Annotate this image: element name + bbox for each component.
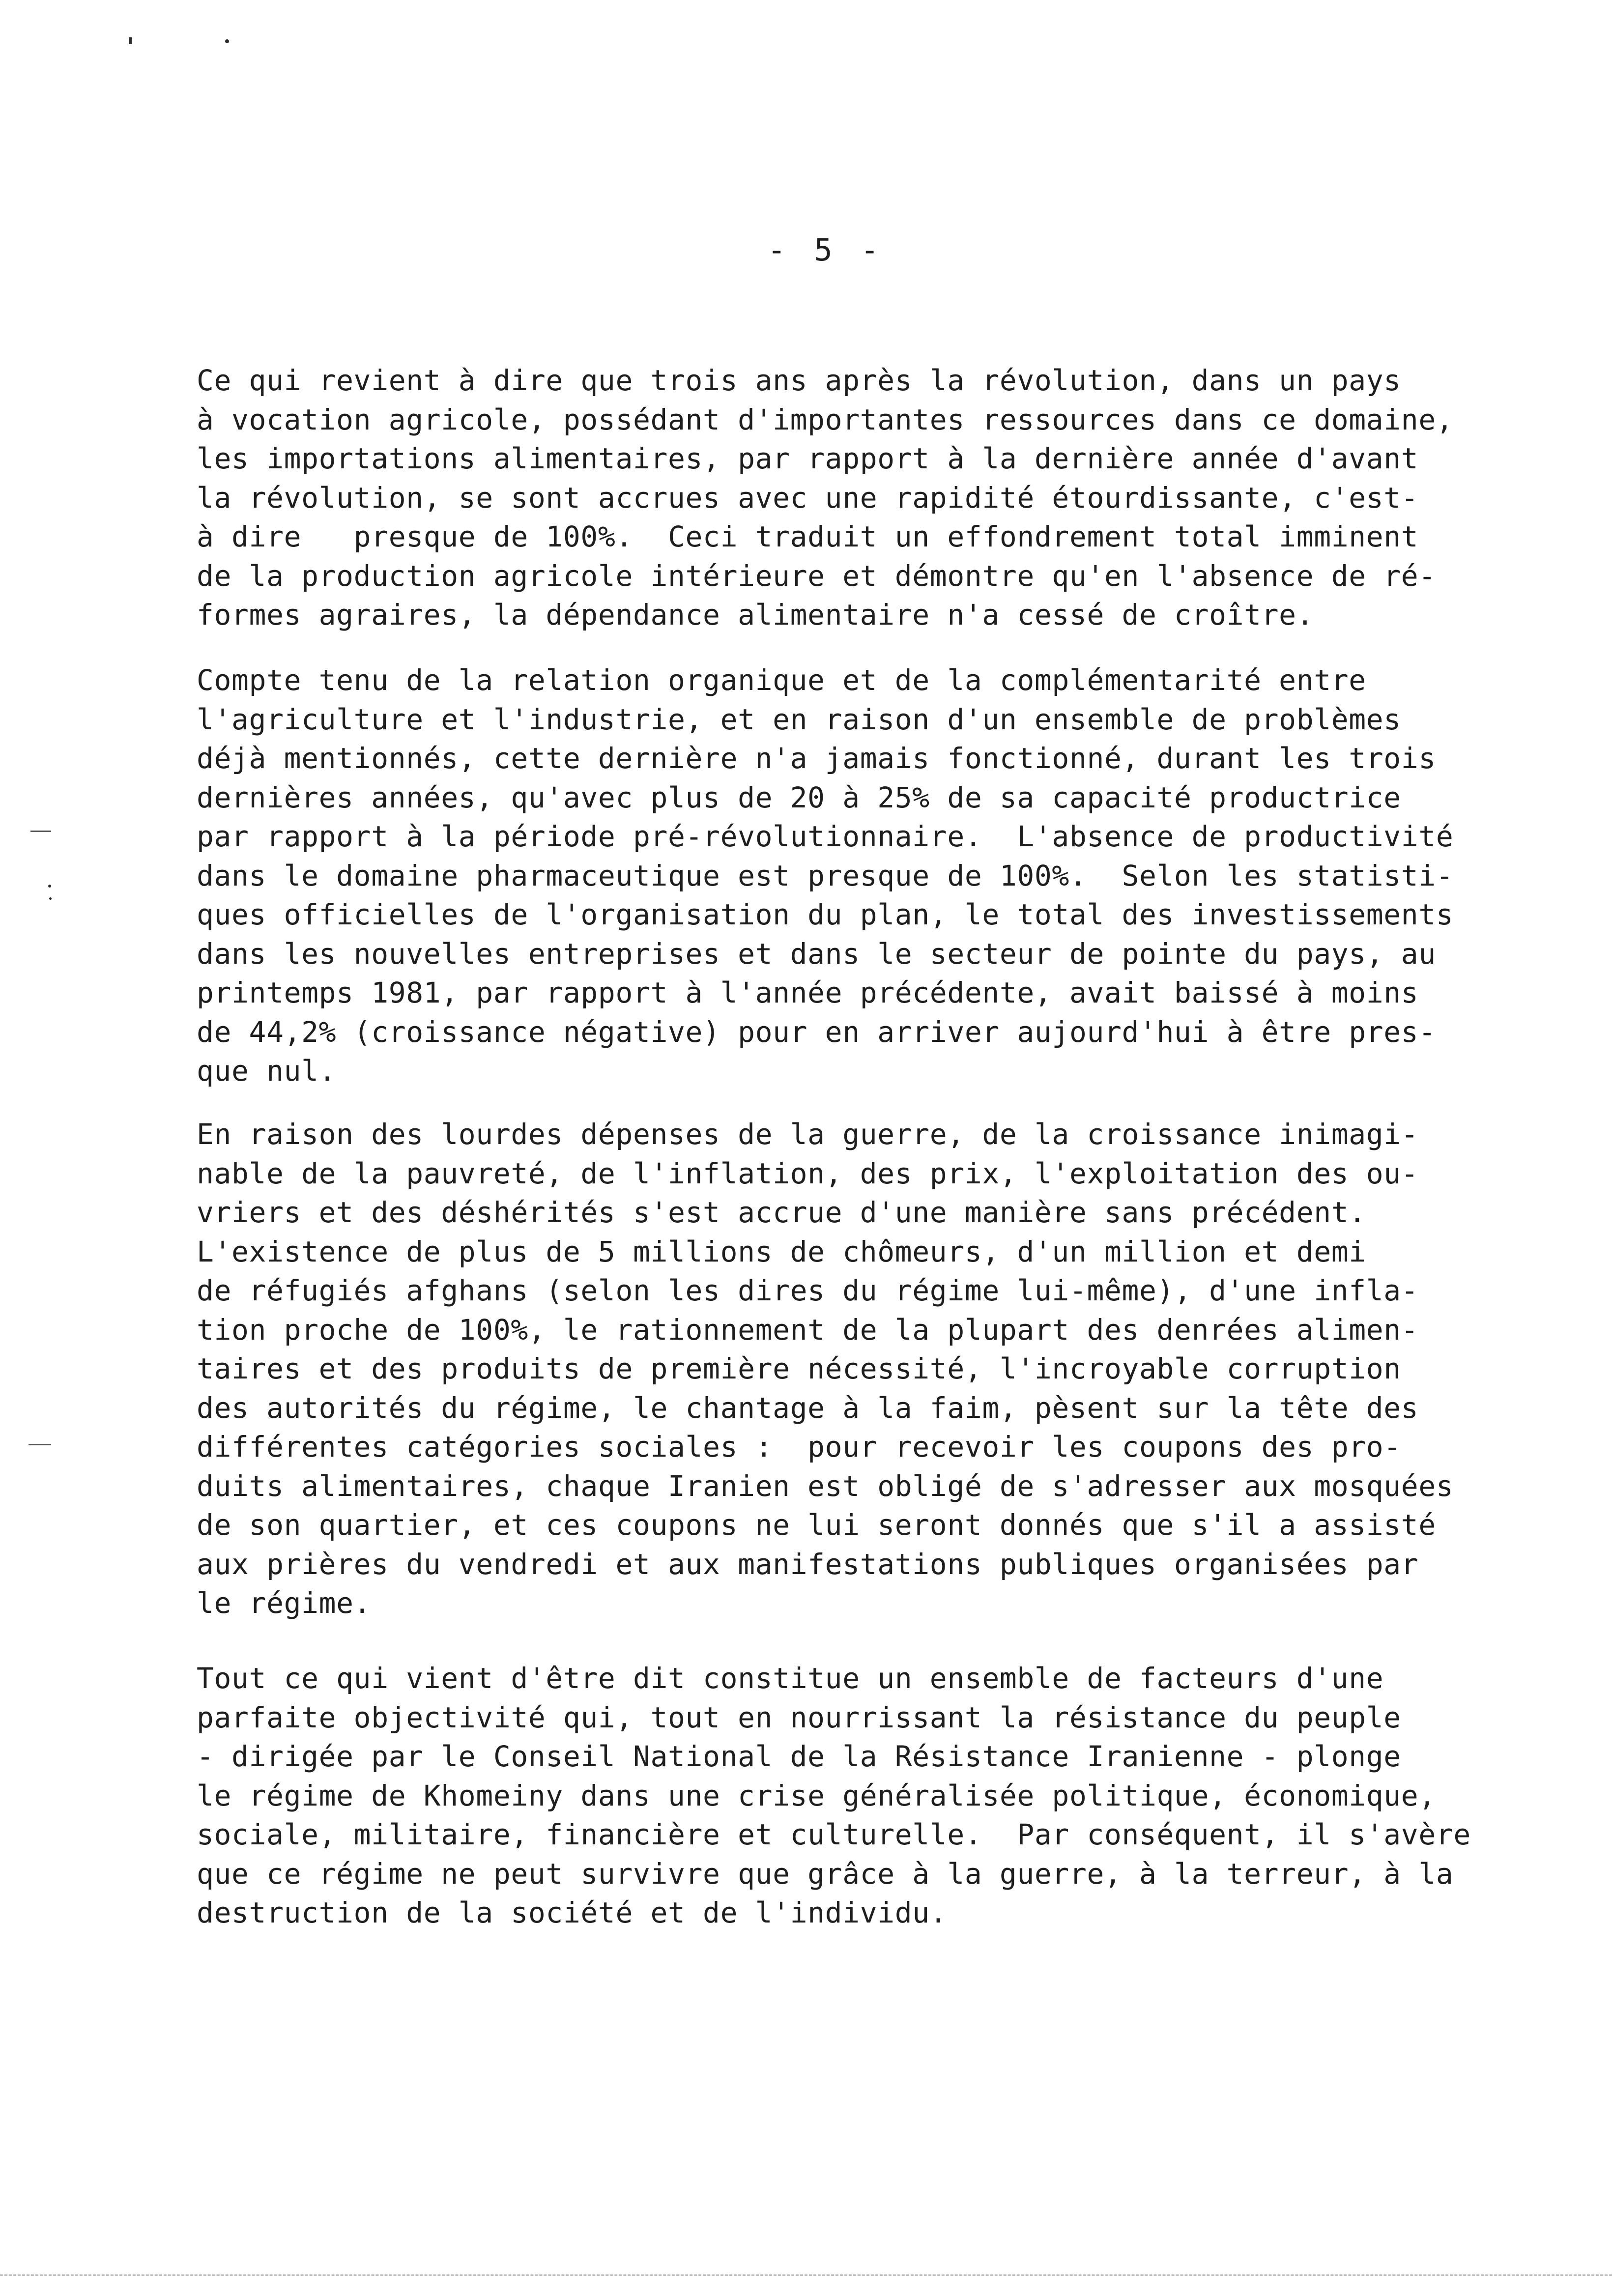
scan-speck [225,39,229,43]
paragraph-conclusion: Tout ce qui vient d'être dit constitue un ensemble de facteurs d'une parfaite objectivité qui, tout en nourrissant la résistance du peuple - dirigée par le Conseil National de la Résistance Iranienne - plonge le régime de Khomeiny dans une crise généralisée politique, économique, sociale, militaire, financière et culturelle. Par conséquent, il s'avère que ce régime ne peut survivre que grâce à la guerre, à la terreur, à la destruction de la société et de l'individu. [197,1662,1471,1929]
margin-tick [29,1444,51,1445]
page-number: - 5 - [767,232,884,268]
scan-speck [49,897,52,900]
bottom-scan-rule [0,2274,1612,2276]
scan-speck [129,37,132,44]
paragraph-exploitation: En raison des lourdes dépenses de la guerre, de la croissance inimagi- nable de la pauvreté, de l'inflation, des prix, l'exploitation des ou- vriers et des déshérités s'est accrue d'une manière sans précédent. L'existence de plus de 5 millions de chômeurs, d'un million et demi de réfugiés afghans (selon les dires du régime lui-même), d'une infla- tion proche de 100%, le rationnement de la plupart des denrées alimen- taires et des produits de première nécessité, l'incroyable corruption des autorités du régime, le chantage à la faim, pèsent sur la tête des différentes catégories sociales : pour recevoir les coupons des pro- duits alimentaires, chaque Iranien est obligé de s'adresser aux mosquées de son quartier, et ces coupons ne lui seront donnés que s'il a assisté aux prières du vendredi et aux manifestations publiques organisées par le régime. [197,1118,1454,1620]
paragraph-industry: Compte tenu de la relation organique et de la complémentarité entre l'agriculture et l'industrie, et en raison d'un ensemble de problèmes déjà mentionnés, cette dernière n'a jamais fonctionné, durant les trois dernières années, qu'avec plus de 20 à 25% de sa capacité productrice par rapport à la période pré-révolutionnaire. L'absence de productivité dans le domaine pharmaceutique est presque de 100%. Selon les statisti- ques officielles de l'organisation du plan, le total des investissements dans les nouvelles entreprises et dans le secteur de pointe du pays, au printemps 1981, par rapport à l'année précédente, avait baissé à moins de 44,2% (croissance négative) pour en arriver aujourd'hui à être pres- que nul. [197,663,1454,1088]
paragraph-food-imports: Ce qui revient à dire que trois ans après la révolution, dans un pays à vocation agricole, possédant d'importantes ressources dans ce domaine, les importations alimentaires, par rapport à la dernière année d'avant la révolution, se sont accrues avec une rapidité étourdissante, c'est- à dire presque de 100%. Ceci traduit un effondrement total imminent de la production agricole intérieure et démontre qu'en l'absence de ré- formes agraires, la dépendance alimentaire n'a cessé de croître. [197,364,1454,631]
margin-tick [30,831,51,832]
scan-speck [48,885,51,888]
